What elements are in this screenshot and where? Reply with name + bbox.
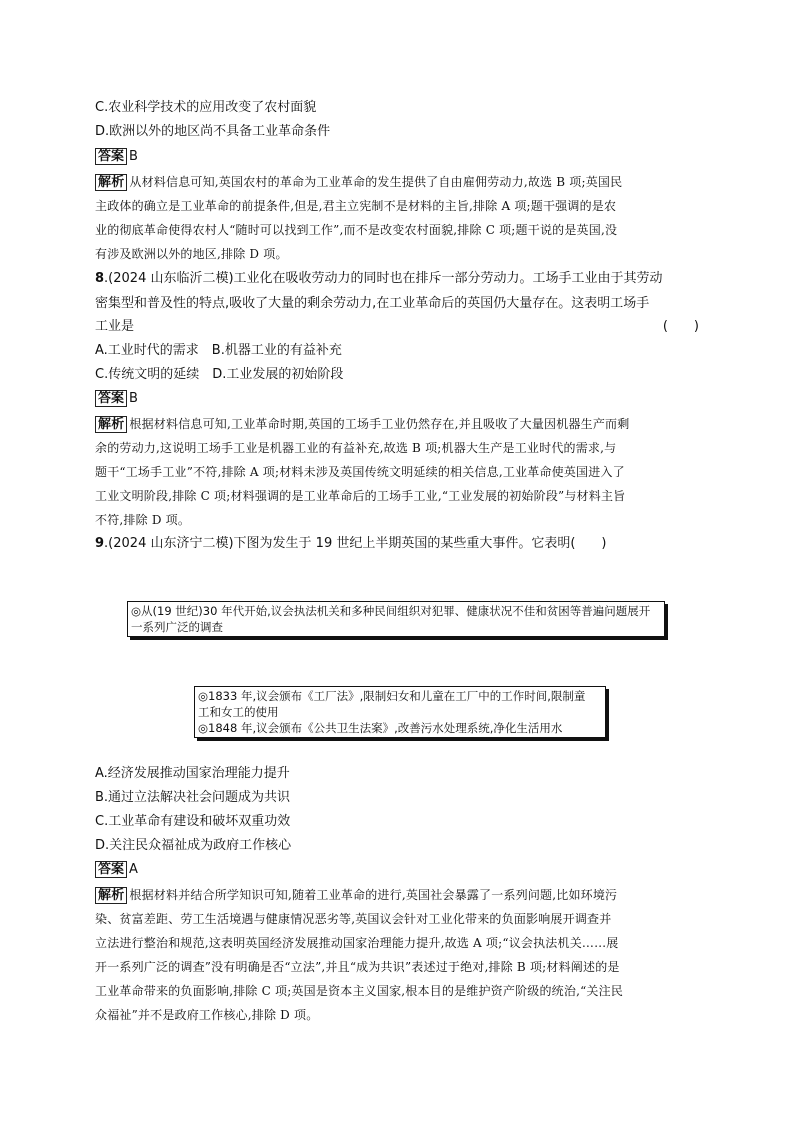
q8-stem-line: 8.(2024 山东临沂二模)工业化在吸收劳动力的同时也在排斥一部分劳动力。工场手工业由于其劳动 xyxy=(95,271,663,286)
q7-answer xyxy=(95,148,138,166)
q7-option-c: C.农业科学技术的应用改变了农村面貌 xyxy=(95,100,317,115)
q9-explanation-line: 染、贫富差距、劳工生活境遇与健康情况恶劣等,英国议会针对工业化带来的负面影响展开调查并 xyxy=(95,912,612,926)
event-box-investigation: ◎从(19 世纪)30 年代开始,议会执法机关和多种民间组织对犯罪、健康状况不佳和贫困等普遍问题展开 一系列广泛的调查 xyxy=(127,601,665,637)
q7-explanation-line: 解析 从材料信息可知,英国农村的革命为工业革命的发生提供了自由雇佣劳动力,故选 B 项;英国民 xyxy=(95,173,622,191)
q8-options-row: A.工业时代的需求 B.机器工业的有益补充 xyxy=(95,343,342,358)
q9-option-c: C.工业革命有建设和破坏双重功效 xyxy=(95,814,291,829)
event-box-legislation: ◎1833 年,议会颁布《工厂法》,限制妇女和儿童在工厂中的工作时间,限制童 工和女工的使用 ◎1848 年,议会颁布《公共卫生法案》,改善污水处理系统,净化生活用水 xyxy=(194,686,606,738)
q7-explanation-line: 业的彻底革命使得农村人“随时可以找到工作”,而不是改变农村面貌,排除 C 项;题干说的是英国,没 xyxy=(95,223,618,237)
q8-explanation-line: 题干“工场手工业”不符,排除 A 项;材料未涉及英国传统文明延续的相关信息,工业革命使英国进入了 xyxy=(95,465,625,479)
q9-option-d: D.关注民众福祉成为政府工作核心 xyxy=(95,838,292,853)
q9-option-a: A.经济发展推动国家治理能力提升 xyxy=(95,766,290,781)
answer-label: 答案 xyxy=(95,390,127,407)
q7-option-d: D.欧洲以外的地区尚不具备工业革命条件 xyxy=(95,124,331,139)
answer-value: A xyxy=(129,862,138,877)
q8-explanation-line: 工业文明阶段,排除 C 项;材料强调的是工业革命后的工场手工业,“工业发展的初始阶段”与材料主旨 xyxy=(95,489,626,503)
explanation-label: 解析 xyxy=(95,887,127,904)
explanation-label: 解析 xyxy=(95,416,127,433)
q8-stem-line: 密集型和普及性的特点,吸收了大量的剩余劳动力,在工业革命后的英国仍大量存在。这表明工场手 xyxy=(95,296,650,311)
answer-paren: ( ) xyxy=(662,319,699,334)
q8-explanation-line: 不符,排除 D 项。 xyxy=(95,513,191,527)
q8-options-row: C.传统文明的延续 D.工业发展的初始阶段 xyxy=(95,367,344,382)
q9-explanation-line: 众福祉”并不是政府工作核心,排除 D 项。 xyxy=(95,1008,319,1022)
question-number: 9 xyxy=(95,536,105,551)
q9-option-b: B.通过立法解决社会问题成为共识 xyxy=(95,790,291,805)
q9-explanation-line: 开一系列广泛的调查”没有明确是否“立法”,并且“成为共识”表述过于绝对,排除 B 项;材料阐述的是 xyxy=(95,960,620,974)
answer-label: 答案 xyxy=(95,861,127,878)
q9-explanation-line: 解析 根据材料并结合所学知识可知,随着工业革命的进行,英国社会暴露了一系列问题,比如环境污 xyxy=(95,886,617,904)
q8-answer xyxy=(95,390,138,408)
q9-explanation-line: 立法进行整治和规范,这表明英国经济发展推动国家治理能力提升,故选 A 项;“议会执法机关……展 xyxy=(95,936,619,950)
explanation-label: 解析 xyxy=(95,174,127,191)
q7-explanation-line: 有涉及欧洲以外的地区,排除 D 项。 xyxy=(95,247,288,261)
q9-stem: 9.(2024 山东济宁二模)下图为发生于 19 世纪上半期英国的某些重大事件。它表明( ) xyxy=(95,536,607,551)
q7-explanation-line: 主政体的确立是工业革命的前提条件,但是,君主立宪制不是材料的主旨,排除 A 项;题干强调的是农 xyxy=(95,199,617,213)
answer-value: B xyxy=(129,149,138,164)
q9-answer xyxy=(95,861,138,879)
q8-explanation-line: 解析 根据材料信息可知,工业革命时期,英国的工场手工业仍然存在,并且吸收了大量因机器生产而剩 xyxy=(95,415,629,433)
q8-stem-line: 工业是 ( ) xyxy=(95,319,699,334)
answer-label: 答案 xyxy=(95,148,127,165)
q8-explanation-line: 余的劳动力,这说明工场手工业是机器工业的有益补充,故选 B 项;机器大生产是工业时代的需求,与 xyxy=(95,441,617,455)
question-number: 8 xyxy=(95,271,105,286)
q9-explanation-line: 工业革命带来的负面影响,排除 C 项;英国是资本主义国家,根本目的是维护资产阶级的统治,“关注民 xyxy=(95,984,624,998)
answer-value: B xyxy=(129,391,138,406)
